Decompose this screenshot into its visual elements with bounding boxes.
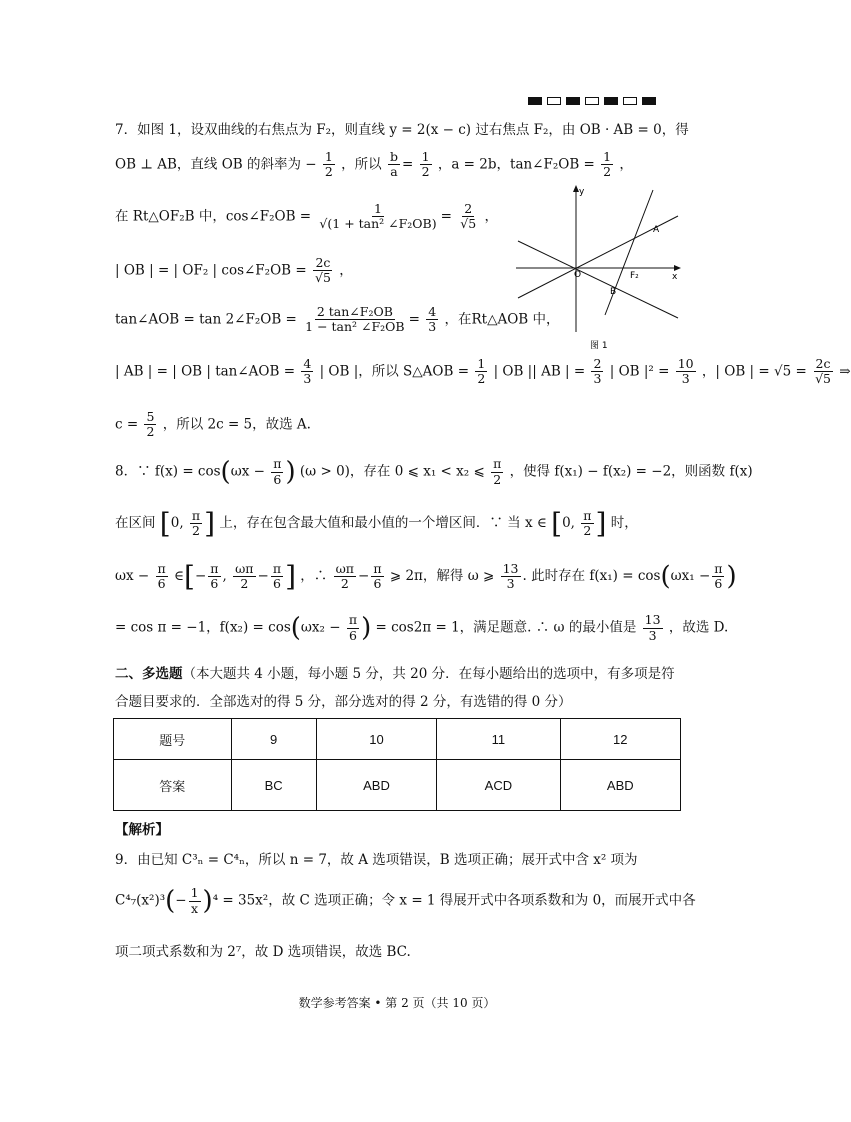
denominator: 6 (373, 576, 382, 591)
fraction (813, 357, 833, 387)
q7-line-4 (115, 256, 353, 286)
denominator: 3 (593, 371, 602, 387)
q7-text: | OB | = | OF₂ | cos∠F₂OB = (115, 262, 307, 279)
denominator: 3 (506, 576, 515, 591)
q8-text: ωx₁ − (670, 568, 711, 584)
figure-label-y: y (579, 187, 585, 197)
fraction (712, 562, 724, 592)
q7-text: OB ⊥ AB，直线 OB 的斜率为 − (115, 156, 317, 173)
figure-caption: 图 1 (590, 341, 608, 351)
fraction (144, 410, 156, 440)
bracket: ] (204, 507, 216, 540)
q9-line-2 (115, 886, 696, 916)
q7-text: ， (339, 262, 353, 279)
fraction (591, 357, 603, 387)
fraction (313, 256, 333, 286)
numerator: 2c (315, 255, 331, 270)
q8-text: 8．∵ f(x) = cos (115, 463, 221, 480)
numerator: 2 (464, 201, 473, 216)
fraction (156, 562, 168, 592)
q8-text: . 此时存在 f(x₁) = cos (522, 568, 661, 584)
bracket: ] (595, 507, 607, 540)
section-description: 合题目要求的．全部选对的得 5 分，部分选对的得 2 分，有选错的得 0 分） (115, 694, 572, 710)
denominator: a (390, 164, 398, 180)
q8-line-1 (115, 457, 753, 487)
q8-text: 0, (562, 515, 575, 531)
fraction (233, 562, 255, 592)
denominator: 2 (340, 576, 349, 591)
denominator: 2 (583, 523, 592, 538)
denominator: 1 − tan² ∠F₂OB (305, 319, 405, 335)
q8-text: (ω > 0)，存在 0 ⩽ x₁ < x₂ ⩽ (299, 463, 485, 480)
fraction (303, 305, 406, 335)
table-row (114, 760, 681, 811)
fraction (301, 357, 313, 387)
denominator: 2 (493, 471, 502, 487)
page-header-marks (528, 97, 656, 105)
q7-text: | OB |² = (609, 363, 670, 380)
denominator: 2 (603, 164, 612, 180)
q7-text: ，所以 (341, 156, 382, 173)
q7-text: ，a = 2b，tan∠F₂OB = (437, 156, 595, 173)
q8-text: − (257, 568, 269, 584)
numerator: π (493, 456, 502, 472)
numerator: ωπ (235, 560, 254, 576)
numerator: π (583, 507, 592, 523)
fraction (208, 562, 220, 592)
denominator: 6 (714, 576, 723, 591)
fraction (426, 305, 438, 335)
numerator: 5 (146, 409, 155, 424)
numerator: ωπ (335, 560, 355, 576)
header-mark (585, 97, 599, 105)
bracket: ( (290, 613, 301, 643)
answer-table (113, 718, 681, 811)
bracket: ) (726, 561, 737, 592)
fraction (189, 886, 201, 916)
table-cell: ACD (437, 760, 560, 811)
bracket: ) (202, 886, 213, 916)
q7-text: ， (619, 156, 633, 173)
fraction (347, 613, 359, 643)
q7-text: ，在Rt△AOB 中， (444, 311, 560, 328)
numerator: π (210, 560, 219, 576)
header-mark (547, 97, 561, 105)
denominator: 3 (648, 627, 657, 643)
q8-text: ωx − (115, 568, 150, 584)
q7-text: 在 Rt△OF₂B 中，cos∠F₂OB = (115, 208, 312, 225)
numerator: π (273, 456, 282, 472)
section-2-description-2 (115, 690, 572, 710)
q8-text: 时， (610, 515, 638, 531)
bracket: ( (660, 561, 671, 592)
denominator: √5 (314, 270, 331, 286)
bracket: ] (285, 560, 296, 593)
denominator: 6 (210, 576, 219, 591)
numerator: 1 (477, 356, 486, 371)
q7-text: c = (115, 416, 139, 433)
section-2-heading (115, 662, 675, 682)
numerator: 1 (324, 149, 333, 164)
numerator: 4 (303, 356, 312, 371)
fraction (334, 562, 356, 592)
x-axis-arrow (674, 265, 681, 271)
numerator: 1 (421, 149, 430, 164)
denominator: 2 (192, 523, 200, 538)
table-cell: BC (231, 760, 316, 811)
denominator: x (191, 900, 199, 916)
section-description: （本大题共 4 小题，每小题 5 分，共 20 分．在每小题给出的选项中，有多项是符 (182, 666, 675, 682)
q9-text: 项二项式系数和为 2⁷，故 D 选项错误，故选 BC. (115, 944, 411, 960)
q8-text: ，故选 D. (668, 619, 729, 636)
q7-text: ， (484, 208, 498, 225)
figure-label-f2: F₂ (630, 271, 639, 281)
denominator: 2 (421, 164, 430, 180)
analysis-label: 【解析】 (115, 822, 169, 838)
fraction (458, 202, 478, 232)
bracket: [ (184, 560, 195, 593)
fraction (581, 509, 593, 539)
q8-text: 在区间 (115, 515, 156, 531)
numerator: π (191, 507, 201, 523)
numerator: 2 (593, 356, 602, 371)
header-mark (642, 97, 656, 105)
table-row (114, 719, 681, 760)
fraction (388, 150, 400, 180)
table-header-cell: 答案 (114, 760, 232, 811)
q7-text: ，所以 2c = 5，故选 A. (162, 416, 311, 433)
denominator: 3 (303, 371, 312, 387)
q8-text: − (194, 568, 207, 584)
q8-text: ∈ (174, 568, 185, 584)
q9-text: − (175, 892, 187, 909)
fraction (501, 562, 521, 592)
denominator: 6 (348, 627, 357, 643)
fraction (491, 457, 503, 487)
section-title: 二、多选题 (115, 666, 183, 682)
header-mark (623, 97, 637, 105)
fraction (601, 150, 613, 180)
bracket: ( (220, 457, 231, 487)
header-mark (566, 97, 580, 105)
q7-line-5: tan∠AOB = tan 2∠F₂OB = $\frac{\text{2 tan∠F₂OB}}{\text{1 − tan² ∠F₂OB}}$ = $\frac{4}{3}$ ，在Rt△AOB 中， (115, 304, 560, 335)
table-cell: ABD (316, 760, 436, 811)
q7-line-6 (115, 357, 851, 387)
header-mark (528, 97, 542, 105)
numerator: 1 (190, 885, 199, 901)
q7-text: ，| OB | = √5 = (701, 363, 807, 380)
q9-line-3 (115, 940, 411, 960)
denominator: √5 (815, 371, 831, 387)
fraction (323, 150, 335, 180)
figure-label-a: A (653, 225, 660, 235)
q8-text: = cos π = −1，f(x₂) = cos (115, 619, 291, 636)
table-cell: 12 (560, 719, 680, 760)
q8-text: ωx₂ − (300, 619, 341, 636)
header-mark (604, 97, 618, 105)
table-cell: 11 (437, 719, 560, 760)
figure-label-o: O (574, 270, 582, 280)
q8-line-2 (115, 507, 638, 540)
numerator: 1 (374, 201, 382, 216)
figure-label-b: B (610, 287, 617, 297)
table-header-cell: 题号 (114, 719, 232, 760)
q8-text: ，使得 f(x₁) − f(x₂) = −2，则函数 f(x) (509, 463, 753, 480)
numerator: π (348, 612, 358, 628)
numerator: 4 (428, 304, 437, 319)
numerator: π (157, 560, 166, 576)
denominator: 3 (428, 319, 437, 335)
numerator: 13 (644, 612, 661, 628)
table-cell: 9 (231, 719, 316, 760)
denominator: 6 (273, 471, 282, 487)
denominator: 2 (240, 576, 249, 591)
q7-text: 7．如图 1，设双曲线的右焦点为 F₂，则直线 y = 2(x − c) 过右焦点 F₂，由 OB · AB = 0，得 (115, 122, 689, 138)
fraction (271, 457, 283, 487)
fraction (420, 150, 432, 180)
fraction (676, 357, 696, 387)
q9-line-1 (115, 848, 638, 868)
fraction (371, 562, 383, 592)
asymptote-line (518, 241, 678, 318)
bracket: [ (551, 507, 563, 540)
bracket: ) (361, 613, 372, 643)
numerator: 2 tan∠F₂OB (316, 304, 393, 319)
q8-text: 上，存在包含最大值和最小值的一个增区间．∵ 当 x ∈ (219, 515, 547, 531)
denominator: √(1 + tan² ∠F₂OB) (319, 216, 437, 232)
figure-1-hyperbola-diagram (512, 182, 684, 352)
denominator: 3 (681, 371, 690, 387)
bracket: [ (159, 507, 171, 540)
numerator: b (389, 149, 398, 164)
table-cell: 10 (316, 719, 436, 760)
fraction (643, 613, 663, 643)
q8-text: , (222, 568, 227, 584)
q8-text: ，∴ (300, 568, 328, 584)
q8-line-3 (115, 560, 737, 593)
q7-line-2: OB ⊥ AB，直线 OB 的斜率为 − $\frac{1}{2}$ ，所以 $\frac{b}{a}$ = $\frac{1}{2}$ ，a = 2b，tan∠F₂OB = $\frac{1}{2}$ ， (115, 149, 633, 180)
q7-text: | OB |，所以 S△AOB = (319, 363, 470, 380)
q8-line-4 (115, 613, 728, 643)
denominator: 6 (157, 576, 166, 591)
q7-text: | AB | = | OB | tan∠AOB = (115, 363, 296, 380)
q8-text: = cos2π = 1，满足题意. ∴ ω 的最小值是 (375, 619, 637, 636)
fraction (317, 202, 438, 232)
numerator: π (714, 560, 723, 576)
numerator: 10 (677, 356, 694, 371)
q8-text: ⩾ 2π，解得 ω ⩾ (389, 568, 495, 584)
page-footer: 数学参考答案 • 第 2 页（共 10 页） (298, 996, 496, 1010)
q7-text: tan∠AOB = tan 2∠F₂OB = (115, 311, 297, 328)
denominator: 2 (477, 371, 486, 387)
q8-text: 0, (170, 515, 184, 531)
q9-text: ⁴ = 35x²，故 C 选项正确；令 x = 1 得展开式中各项系数和为 0，而展开式中各 (212, 892, 696, 909)
q9-text: C⁴₇(x²)³ (115, 892, 166, 909)
q7-line-7 (115, 410, 311, 440)
q7-line-1 (115, 118, 689, 138)
q7-line-3: 在 Rt△OF₂B 中，cos∠F₂OB = $\frac{1}{\text{√(1 + tan² ∠F₂OB)}}$ = $\frac{2}{√5}$ ， (115, 201, 498, 232)
numerator: π (272, 560, 282, 576)
bracket: ( (165, 886, 176, 916)
q7-text: ⇒ (839, 363, 851, 380)
denominator: √5 (460, 216, 477, 232)
numerator: 1 (603, 149, 612, 164)
numerator: 2c (815, 356, 831, 371)
q9-text: 9．由已知 C³ₙ = C⁴ₙ，所以 n = 7，故 A 选项错误，B 选项正确；展开式中含 x² 项为 (115, 852, 638, 868)
numerator: 13 (502, 560, 519, 576)
table-cell: ABD (560, 760, 680, 811)
fraction (475, 357, 487, 387)
denominator: 6 (272, 576, 281, 591)
bracket: ) (285, 457, 296, 487)
q7-text: | OB || AB | = (493, 363, 586, 380)
denominator: 2 (324, 164, 333, 180)
numerator: π (373, 560, 382, 576)
figure-label-x: x (672, 272, 678, 282)
fraction (271, 562, 283, 592)
q8-text: − (358, 568, 370, 584)
q8-text: ωx − (230, 463, 265, 480)
fraction (190, 509, 202, 539)
denominator: 2 (146, 424, 155, 440)
